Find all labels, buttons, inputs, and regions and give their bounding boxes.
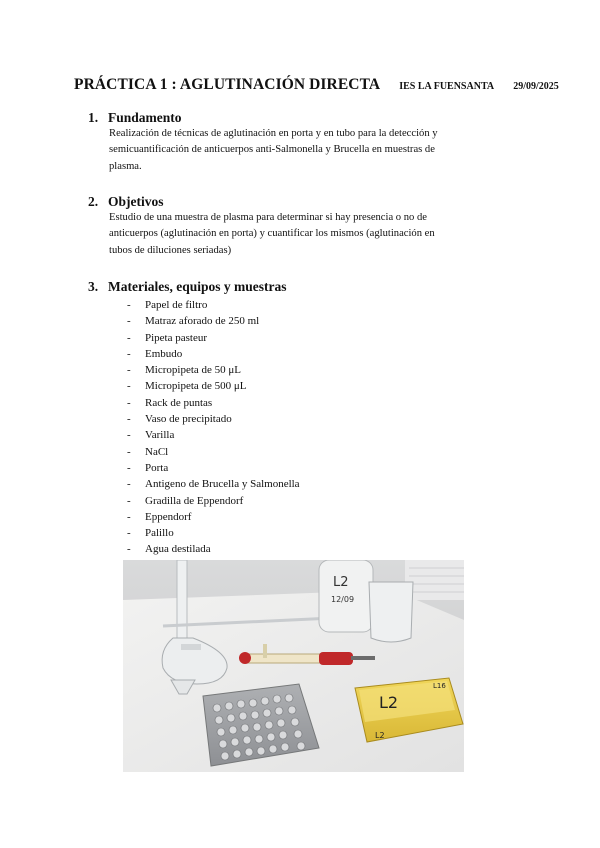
list-item-text: Embudo xyxy=(145,347,183,360)
section-body xyxy=(109,210,518,259)
list-item-text: Antigeno de Brucella y Salmonella xyxy=(145,478,300,491)
bullet-dash: - xyxy=(127,510,131,523)
section-heading xyxy=(88,194,518,210)
school-name: IES LA FUENSANTA xyxy=(399,81,495,92)
paragraph-line: Estudio de una muestra de plasma para determinar si hay presencia o no de xyxy=(109,212,427,223)
bullet-dash: - xyxy=(127,347,131,360)
bullet-dash: - xyxy=(127,315,131,328)
list-item-text: Varilla xyxy=(145,429,175,442)
paragraph-line: anticuerpos (aglutinación en porta) y cuantificar los mismos (aglutinación en xyxy=(109,228,435,240)
list-item-text: Papel de filtro xyxy=(145,299,208,311)
lab-photo-illustration xyxy=(123,560,464,772)
section-number: 1. xyxy=(88,110,99,125)
lab-materials-photo xyxy=(123,560,464,772)
list-item xyxy=(127,493,300,509)
list-item xyxy=(127,411,300,427)
bullet-dash: - xyxy=(127,396,131,409)
list-item-text: Eppendorf xyxy=(145,510,192,523)
bullet-dash: - xyxy=(127,494,131,507)
keyboard xyxy=(405,560,464,600)
bullet-dash: - xyxy=(127,543,131,556)
section-heading xyxy=(88,279,518,295)
bottle-label-bottom: 12/09 xyxy=(331,595,355,604)
paragraph-line: plasma. xyxy=(109,160,142,172)
list-item-text: Micropipeta de 50 μL xyxy=(145,364,242,377)
list-item-text: Pipeta pasteur xyxy=(145,331,208,344)
section-fundamento xyxy=(88,110,518,175)
list-item xyxy=(127,444,300,460)
bullet-dash: - xyxy=(127,331,131,344)
list-item xyxy=(127,460,300,476)
list-item xyxy=(127,395,300,411)
beaker xyxy=(369,582,413,642)
document-date: 29/09/2025 xyxy=(513,81,559,92)
bullet-dash: - xyxy=(127,527,131,540)
list-item xyxy=(127,541,300,557)
section-number: 3. xyxy=(88,279,99,294)
box-bottom-label: L2 xyxy=(375,731,385,740)
bullet-dash: - xyxy=(127,461,131,474)
list-item xyxy=(127,525,300,541)
list-item xyxy=(127,427,300,443)
section-materiales xyxy=(88,279,518,295)
bullet-dash: - xyxy=(127,429,131,442)
list-item-text: Agua destilada xyxy=(145,543,211,556)
bullet-dash: - xyxy=(127,380,131,393)
list-item xyxy=(127,476,300,492)
list-item-text: Micropipeta de 500 μL xyxy=(145,380,247,393)
materials-list xyxy=(127,297,300,558)
list-item xyxy=(127,378,300,394)
section-objetivos xyxy=(88,194,518,259)
bottle-label-top: L2 xyxy=(333,575,349,590)
section-body xyxy=(109,126,518,175)
section-number: 2. xyxy=(88,194,99,209)
bullet-dash: - xyxy=(127,413,131,426)
list-item-text: NaCl xyxy=(145,445,169,458)
paragraph-line: tubos de diluciones seriadas) xyxy=(109,244,232,256)
bullet-dash: - xyxy=(127,364,131,377)
list-item xyxy=(127,297,300,313)
paragraph-line: Realización de técnicas de aglutinación en porta y en tubo para la detección y xyxy=(109,128,438,139)
page-title: PRÁCTICA 1 : AGLUTINACIÓN DIRECTA xyxy=(74,76,381,93)
header xyxy=(74,74,559,94)
list-item xyxy=(127,346,300,362)
list-item xyxy=(127,362,300,378)
paragraph-line: semicuantificación de anticuerpos anti-Salmonella y Brucella en muestras de xyxy=(109,144,435,156)
section-title: Objetivos xyxy=(108,194,164,209)
list-item-text: Gradilla de Eppendorf xyxy=(145,494,244,507)
list-item-text: Rack de puntas xyxy=(145,396,213,409)
section-title: Materiales, equipos y muestras xyxy=(108,279,287,294)
bullet-dash: - xyxy=(127,299,131,311)
list-item-text: Porta xyxy=(145,461,169,474)
list-item xyxy=(127,330,300,346)
section-title: Fundamento xyxy=(108,110,182,125)
box-label: L2 xyxy=(379,693,399,712)
box-corner-label: L16 xyxy=(433,682,446,690)
bullet-dash: - xyxy=(127,478,131,491)
list-item xyxy=(127,509,300,525)
bullet-dash: - xyxy=(127,445,131,458)
wash-bottle xyxy=(319,560,373,632)
list-item-text: Matraz aforado de 250 ml xyxy=(145,315,260,328)
list-item xyxy=(127,313,300,329)
list-item-text: Palillo xyxy=(145,527,174,540)
section-heading xyxy=(88,110,518,126)
list-item-text: Vaso de precipitado xyxy=(145,413,232,426)
